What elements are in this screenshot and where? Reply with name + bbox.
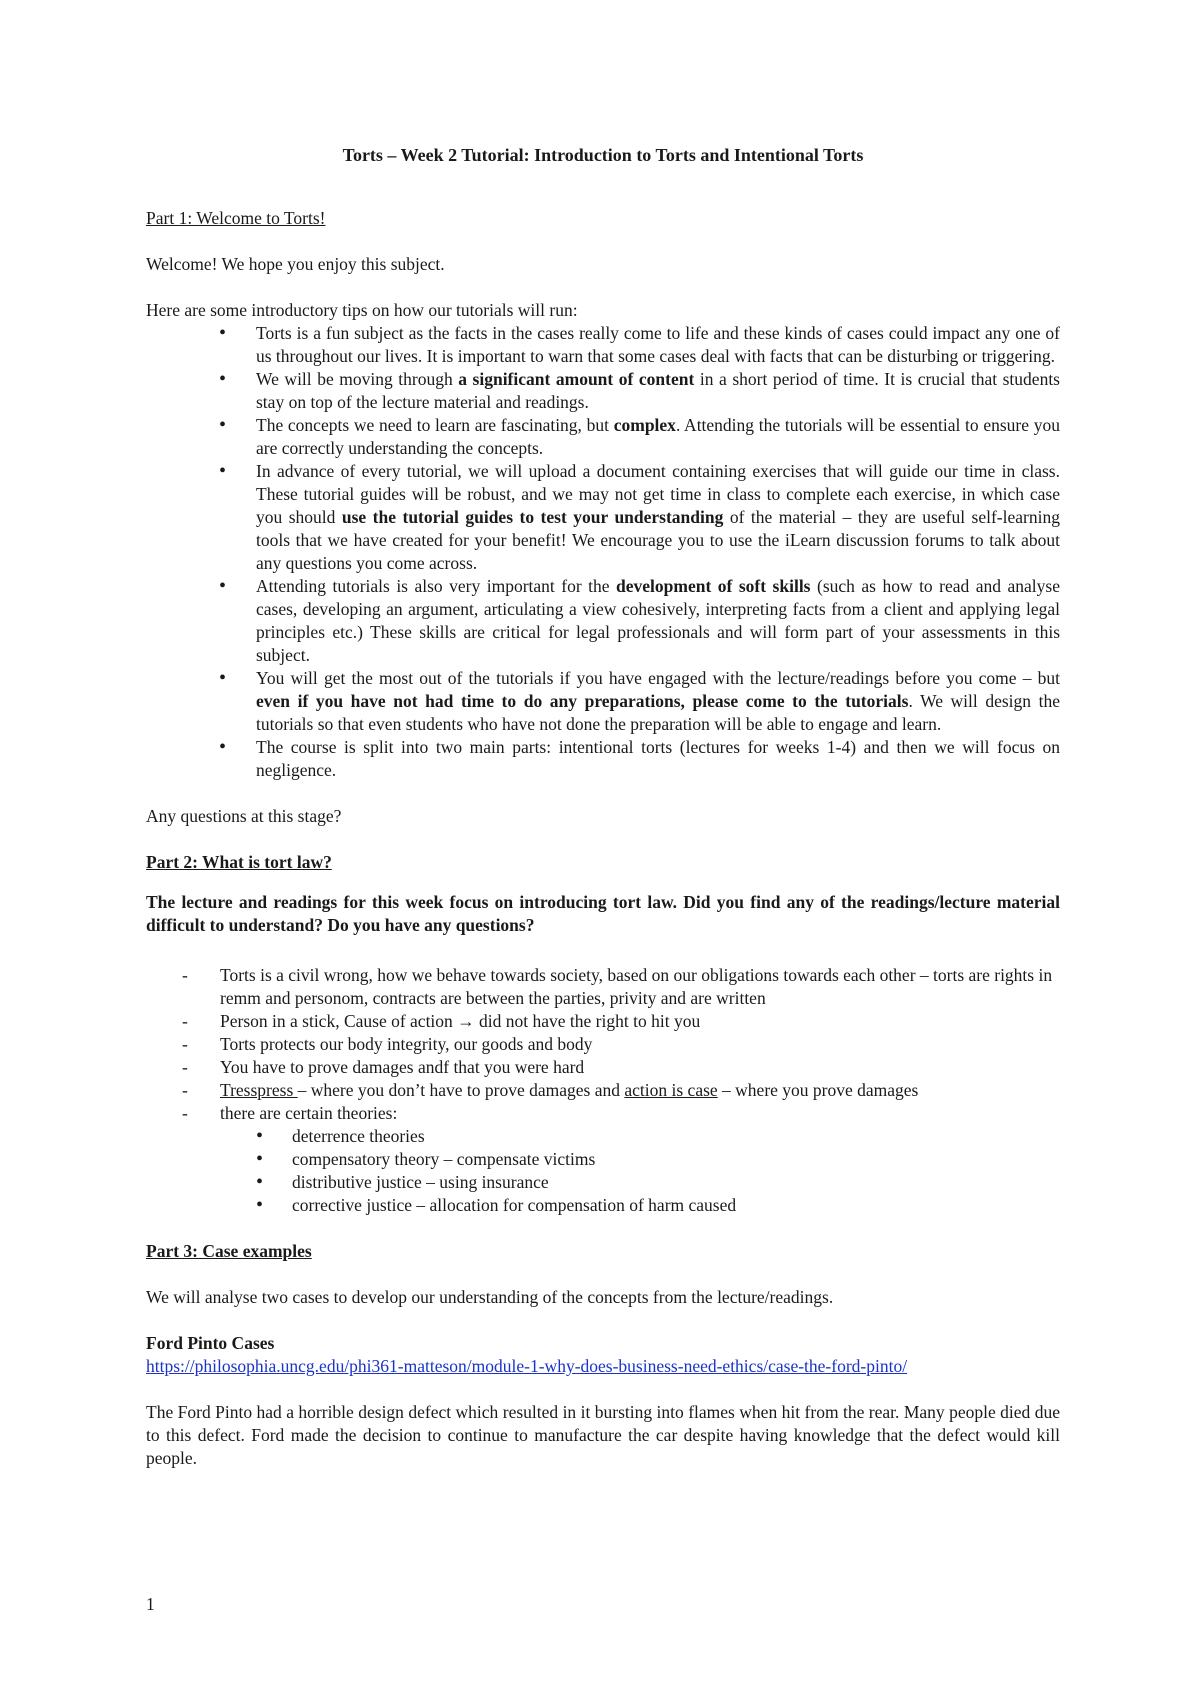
part2-question: The lecture and readings for this week focus on introducing tort law. Did you find any of the readings/lecture material difficult to understand? Do you have any questions? (146, 892, 1060, 935)
note-item-trespass: - Tresspress – where you don’t have to prove damages and action is case – where you prove damages (220, 1079, 1060, 1102)
tip-item: • The concepts we need to learn are fascinating, but complex. Attending the tutorials will be essential to ensure you are correctly understanding the concepts. (256, 414, 1060, 460)
tips-list (146, 322, 1060, 782)
page-number: 1 (146, 1594, 155, 1614)
case-title: Ford Pinto Cases (146, 1333, 275, 1353)
welcome-text: Welcome! We hope you enjoy this subject. (146, 254, 445, 274)
note-item-theories: - there are certain theories: • deterrence theories • compensatory theory – compensate victims • distributive justice – using insurance • corrective justice – allocation for compensation of harm caused (220, 1102, 1060, 1217)
tip-item: • The course is split into two main parts: intentional torts (lectures for weeks 1-4) and then we will focus on negligence. (256, 736, 1060, 782)
note-item: - Person in a stick, Cause of action → did not have the right to hit you (220, 1010, 1060, 1033)
tip-item: • Attending tutorials is also very important for the development of soft skills (such as how to read and analyse cases, developing an argument, articulating a view cohesively, interpreting facts from a client and applying legal principles etc.) These skills are critical for legal professionals and will form part of your assessments in this subject. (256, 575, 1060, 667)
theory-item: • corrective justice – allocation for compensation of harm caused (292, 1194, 1060, 1217)
part1-heading: Part 1: Welcome to Torts! (146, 208, 326, 228)
case-text: The Ford Pinto had a horrible design defect which resulted in it bursting into flames when hit from the rear. Many people died due to this defect. Ford made the decision to continue to manufacture the car despite having knowledge that the defect would kill people. (146, 1402, 1060, 1468)
tip-item: • We will be moving through a significant amount of content in a short period of time. It is crucial that students stay on top of the lecture material and readings. (256, 368, 1060, 414)
notes-list (146, 964, 1060, 1217)
case-link[interactable]: https://philosophia.uncg.edu/phi361-matteson/module-1-why-does-business-need-ethics/case-the-ford-pinto/ (146, 1356, 908, 1376)
note-item: - Torts protects our body integrity, our goods and body (220, 1033, 1060, 1056)
document-title: Torts – Week 2 Tutorial: Introduction to Torts and Intentional Torts (342, 145, 864, 165)
theory-item: • compensatory theory – compensate victims (292, 1148, 1060, 1171)
tips-intro: Here are some introductory tips on how our tutorials will run: (146, 300, 578, 320)
document-body (146, 207, 1060, 1470)
note-item: - You have to prove damages andf that you were hard (220, 1056, 1060, 1079)
questions-text: Any questions at this stage? (146, 806, 342, 826)
tip-item: • Torts is a fun subject as the facts in the cases really come to life and these kinds of cases could impact any one of us throughout our lives. It is important to warn that some cases deal with facts that can be disturbing or triggering. (256, 322, 1060, 368)
tip-item: • You will get the most out of the tutorials if you have engaged with the lecture/readings before you come – but even if you have not had time to do any preparations, please come to the tutorials. We will design the tutorials so that even students who have not done the preparation will be able to engage and learn. (256, 667, 1060, 736)
part3-intro: We will analyse two cases to develop our understanding of the concepts from the lecture/readings. (146, 1287, 834, 1307)
note-item: - Torts is a civil wrong, how we behave towards society, based on our obligations towards each other – torts are rights in remm and personom, contracts are between the parties, privity and are written (220, 964, 1060, 1010)
tip-item: • In advance of every tutorial, we will upload a document containing exercises that will guide our time in class. These tutorial guides will be robust, and we may not get time in class to complete each exercise, in which case you should use the tutorial guides to test your understanding of the material – they are useful self-learning tools that we have created for your benefit! We encourage you to use the iLearn discussion forums to talk about any questions you come across. (256, 460, 1060, 575)
part2-heading: Part 2: What is tort law? (146, 852, 332, 872)
theories-list (220, 1125, 1060, 1217)
part3-heading: Part 3: Case examples (146, 1241, 312, 1261)
theory-item: • deterrence theories (292, 1125, 1060, 1148)
theory-item: • distributive justice – using insurance (292, 1171, 1060, 1194)
